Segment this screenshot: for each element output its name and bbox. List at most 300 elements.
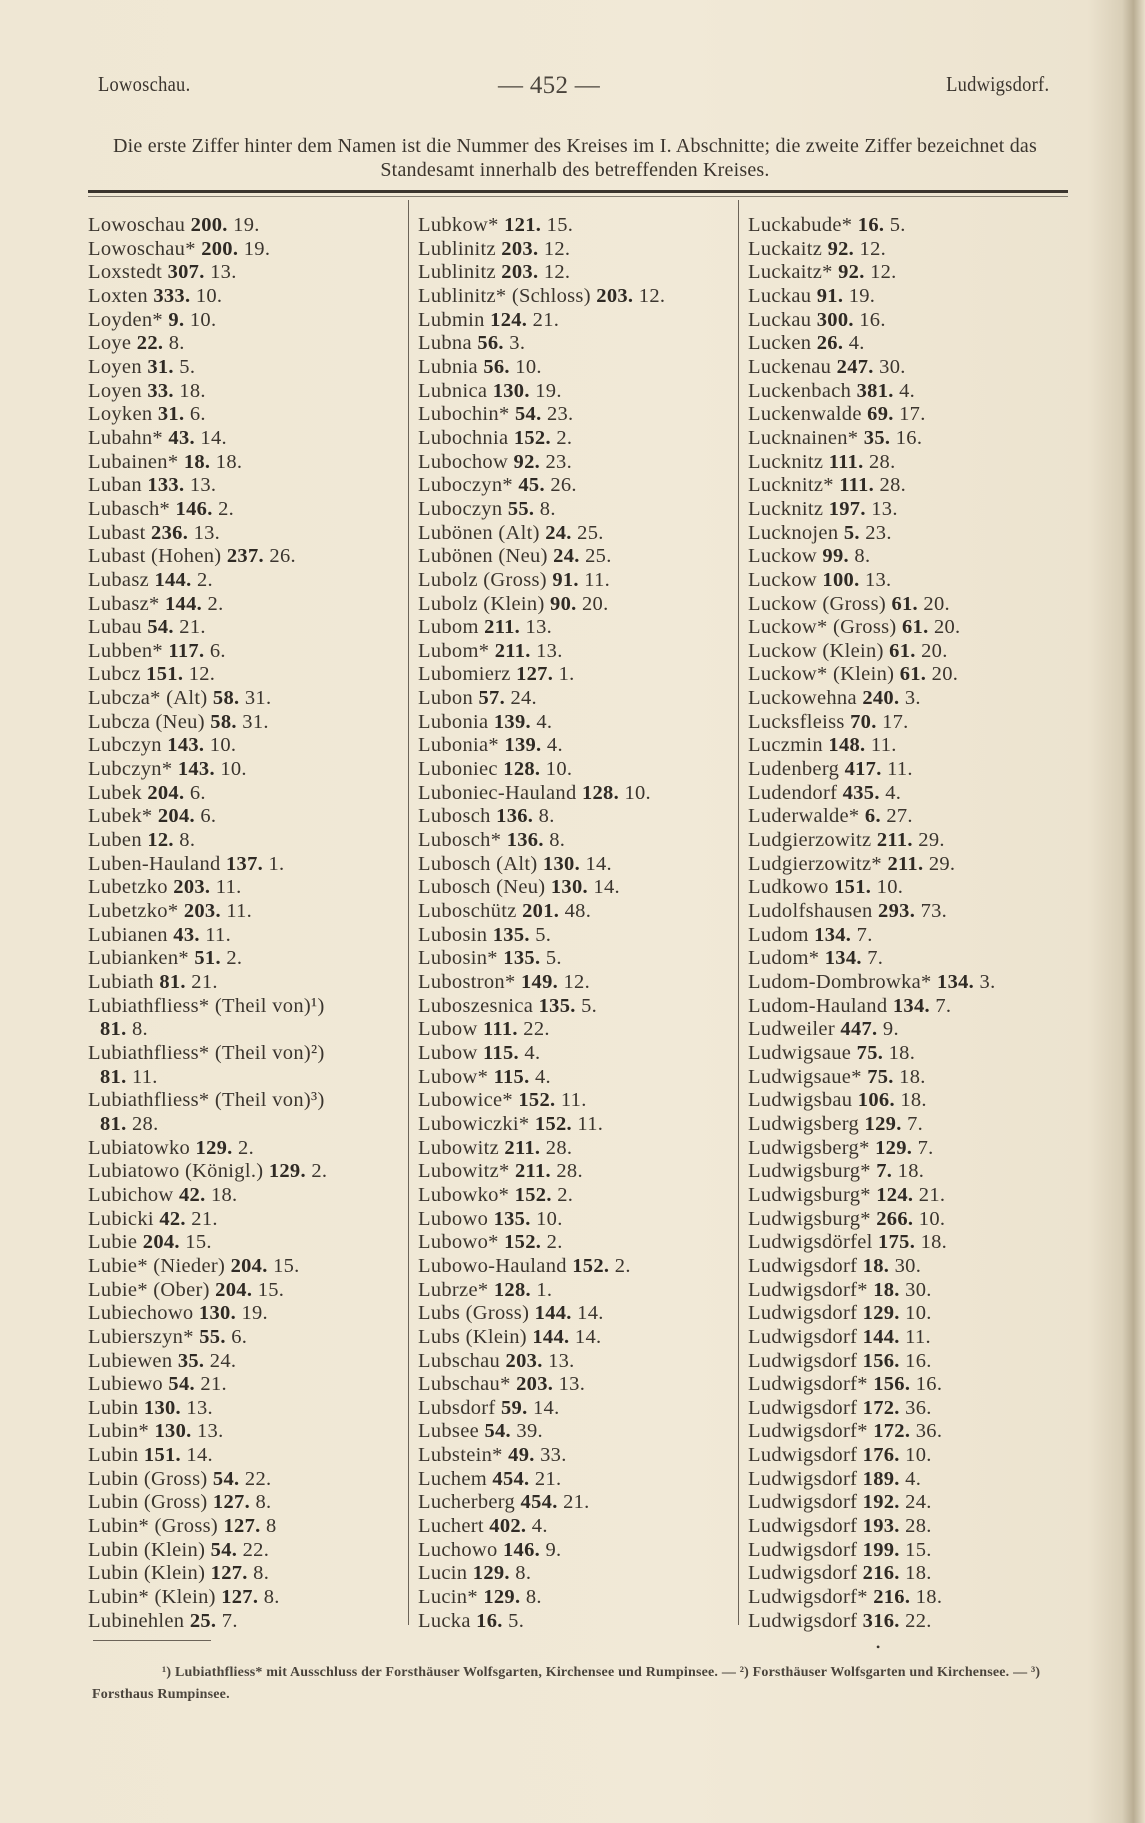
registry-office-number: 25. [585, 545, 612, 568]
registry-office-number: 8. [253, 1562, 270, 1585]
registry-office-number: 21. [534, 1467, 562, 1490]
registry-office-number: 29. [918, 829, 945, 852]
index-entry [748, 1042, 1068, 1066]
place-name: Lubowo-Hauland [418, 1254, 567, 1277]
district-number: 91. [552, 568, 579, 591]
district-number: 111. [828, 450, 864, 473]
registry-office-number: 30. [905, 1278, 932, 1301]
index-entry [748, 616, 1068, 640]
place-name: Lubianken* [88, 947, 189, 970]
place-name: Lubnia [418, 355, 478, 378]
registry-office-number: 22. [242, 1538, 270, 1561]
index-entry [418, 1160, 738, 1184]
index-entry [748, 380, 1068, 404]
registry-office-number: 14. [585, 852, 612, 875]
index-entry [748, 640, 1068, 664]
district-number: 130. [542, 852, 580, 875]
place-name: Lubowitz* [418, 1160, 510, 1183]
place-name: Loyken [88, 403, 153, 426]
index-entry [418, 1350, 738, 1374]
registry-office-number: 11. [887, 758, 913, 781]
registry-office-number: 21. [200, 1373, 227, 1396]
registry-office-number: 13. [196, 1420, 224, 1443]
place-name: Luboczyn [418, 497, 503, 520]
district-number: 204. [142, 1231, 180, 1254]
place-name: Ludom* [748, 947, 820, 970]
place-name: Lubostron* [418, 971, 516, 993]
place-name: Lubinehlen [88, 1609, 185, 1632]
index-column-3 [748, 214, 1068, 1633]
district-number: 124. [876, 1183, 914, 1206]
district-number: 136. [496, 805, 534, 828]
place-name: Lubek [88, 781, 142, 804]
index-entry [748, 1208, 1068, 1232]
registry-office-number: 5. [535, 923, 552, 946]
place-name: Lubowo* [418, 1231, 499, 1254]
place-name: Lubin* (Klein) [88, 1586, 216, 1609]
district-number: 12. [147, 829, 174, 852]
index-entry [418, 1420, 738, 1444]
district-number: 7. [876, 1160, 893, 1183]
registry-office-number: 19. [233, 214, 260, 236]
registry-office-number: 12. [870, 261, 897, 284]
district-number: 316. [862, 1609, 900, 1632]
registry-office-number: 22. [244, 1467, 272, 1490]
index-entry [88, 853, 408, 877]
place-name: Lubcza (Neu) [88, 710, 205, 733]
index-entry [88, 427, 408, 451]
district-number: 454. [520, 1491, 558, 1514]
index-entry [418, 1562, 738, 1586]
index-entry [748, 1160, 1068, 1184]
place-name: Ludwigsdorf [748, 1396, 858, 1419]
district-number: 24. [553, 545, 580, 568]
place-name: Lublinitz [418, 237, 496, 260]
place-name: Lubosch* [418, 829, 502, 852]
index-entry [748, 1184, 1068, 1208]
registry-office-number: 33. [540, 1444, 567, 1467]
registry-office-number: 11. [577, 1112, 604, 1135]
district-number: 204. [157, 805, 195, 828]
district-number: 75. [856, 1041, 884, 1064]
district-number: 5. [843, 521, 860, 544]
district-number: 156. [873, 1373, 911, 1396]
index-entry [88, 995, 400, 1042]
registry-office-number: 6. [231, 1325, 248, 1348]
index-entry [88, 616, 408, 640]
registry-office-number: 19. [243, 237, 271, 260]
district-number: 58. [210, 710, 237, 733]
registry-office-number: 24. [209, 1349, 237, 1372]
registry-office-number: 31. [244, 687, 272, 710]
registry-office-number: 5. [889, 214, 906, 236]
registry-office-number: 7. [935, 994, 952, 1017]
district-number: 16. [857, 214, 885, 236]
index-entry [748, 403, 1068, 427]
district-number: 127. [516, 663, 554, 686]
registry-office-number: 14. [593, 876, 620, 899]
place-name: Lubek* [88, 805, 153, 828]
district-number: 75. [867, 1065, 894, 1088]
registry-office-number: 2. [614, 1254, 631, 1277]
district-number: 203. [173, 876, 211, 899]
place-name: Lubosch [418, 805, 491, 828]
index-entry [418, 545, 738, 569]
registry-office-number: 31. [242, 710, 269, 733]
district-number: 293. [878, 900, 916, 923]
place-name: Lubolz (Klein) [418, 592, 545, 615]
registry-office-number: 8. [854, 545, 871, 568]
registry-office-number: 7. [907, 1112, 924, 1135]
district-number: 152. [534, 1112, 572, 1135]
place-name: Ludwigsdorf [748, 1254, 858, 1277]
place-name: Lubowo [418, 1207, 489, 1230]
registry-office-number: 13. [548, 1349, 575, 1372]
place-name: Ludwigsburg* [748, 1160, 871, 1183]
place-name: Loyen [88, 355, 142, 378]
district-number: 129. [862, 1302, 900, 1325]
place-name: Lubow [418, 1041, 478, 1064]
place-name: Luckow (Gross) [748, 592, 886, 615]
place-name: Lubowko* [418, 1183, 510, 1206]
place-name: Ludweiler [748, 1018, 835, 1041]
place-name: Lubin (Klein) [88, 1538, 206, 1561]
index-entry [418, 663, 738, 687]
registry-office-number: 15. [185, 1231, 212, 1254]
index-entry [88, 687, 408, 711]
district-number: 203. [505, 1349, 543, 1372]
registry-office-number: 24. [510, 687, 537, 710]
district-number: 92. [513, 450, 541, 473]
registry-office-number: 2. [196, 568, 213, 591]
registry-office-number: 11. [870, 734, 897, 757]
index-entry [418, 1113, 738, 1137]
index-entry [748, 427, 1068, 451]
place-name: Lubin (Klein) [88, 1562, 206, 1585]
place-name: Loyden* [88, 308, 163, 331]
index-entry [748, 498, 1068, 522]
registry-office-number: 7. [221, 1609, 238, 1632]
place-name: Lubrze* [418, 1278, 489, 1301]
district-number: 51. [194, 947, 221, 970]
district-number: 31. [147, 355, 174, 378]
registry-office-number: 8. [131, 1018, 148, 1041]
place-name: Ludwigsburg* [748, 1183, 871, 1206]
registry-office-number: 4. [885, 781, 902, 804]
place-name: Luben-Hauland [88, 852, 221, 875]
index-entry [88, 900, 408, 924]
district-number: 148. [828, 734, 866, 757]
index-entry [418, 1018, 738, 1042]
registry-office-number: 6. [209, 639, 226, 662]
index-entry [88, 1042, 400, 1089]
registry-office-number: 10. [918, 1207, 946, 1230]
place-name: Lubahn* [88, 426, 163, 449]
registry-office-number: 19. [848, 284, 876, 307]
place-name: Luboniec-Hauland [418, 781, 577, 804]
district-number: 70. [850, 710, 877, 733]
registry-office-number: 25. [577, 521, 604, 544]
place-name: Lubczyn* [88, 758, 173, 781]
index-entry [748, 924, 1068, 948]
registry-office-number: 16. [859, 308, 886, 331]
registry-office-number: 13. [189, 474, 217, 497]
place-name: Lucknojen [748, 521, 839, 544]
place-name: Ludwigsdörfel [748, 1231, 873, 1254]
index-entry [748, 309, 1068, 333]
district-number: 146. [175, 497, 213, 520]
place-name: Lubin [88, 1444, 139, 1467]
index-entry [418, 1326, 738, 1350]
district-number: 203. [516, 1373, 554, 1396]
index-entry [88, 498, 408, 522]
district-number: 152. [504, 1231, 542, 1254]
registry-office-number: 8. [263, 1586, 280, 1609]
district-number: 61. [891, 592, 918, 615]
district-number: 134. [824, 947, 862, 970]
index-entry [418, 1137, 738, 1161]
index-entry [418, 522, 738, 546]
index-entry [418, 1586, 738, 1610]
place-name: Luckowehna [748, 687, 857, 710]
index-entry [748, 711, 1068, 735]
index-entry [748, 947, 1068, 971]
index-entry [88, 1586, 408, 1610]
registry-office-number: 4. [899, 379, 916, 402]
place-name: Lubs (Gross) [418, 1302, 530, 1325]
index-entry [88, 1231, 408, 1255]
district-number: 447. [840, 1018, 878, 1041]
district-number: 192. [862, 1491, 900, 1514]
district-number: 139. [504, 734, 542, 757]
index-entry [88, 947, 408, 971]
district-number: 81. [100, 1112, 127, 1135]
district-number: 35. [177, 1349, 205, 1372]
index-entry [88, 711, 408, 735]
district-number: 240. [862, 687, 900, 710]
registry-office-number: 10. [195, 284, 223, 307]
place-name: Luban [88, 474, 142, 497]
index-entry [418, 569, 738, 593]
index-entry [418, 332, 738, 356]
district-number: 127. [210, 1562, 248, 1585]
district-number: 81. [159, 971, 186, 993]
index-entry [418, 1089, 738, 1113]
district-number: 129. [268, 1160, 306, 1183]
registry-office-number: 10. [515, 355, 542, 378]
index-entry [748, 332, 1068, 356]
index-entry [748, 876, 1068, 900]
registry-office-number: 36. [905, 1396, 932, 1419]
index-entry [418, 1302, 738, 1326]
place-name: Loyen [88, 379, 142, 402]
place-name: Lubon [418, 687, 474, 710]
district-number: 121. [504, 214, 542, 236]
registry-office-number: 5. [508, 1609, 525, 1632]
index-entry [418, 853, 738, 877]
place-name: Lubin (Gross) [88, 1467, 208, 1490]
district-number: 129. [195, 1136, 233, 1159]
registry-office-number: 18. [897, 1160, 925, 1183]
district-number: 128. [503, 758, 541, 781]
index-entry [418, 427, 738, 451]
place-name: Lucin [418, 1562, 468, 1585]
index-entry [418, 1397, 738, 1421]
registry-office-number: 13. [186, 1396, 213, 1419]
registry-office-number: 14. [577, 1302, 604, 1325]
registry-office-number: 6. [200, 805, 217, 828]
registry-office-number: 18. [920, 1231, 948, 1254]
place-name: Lubolz (Gross) [418, 568, 547, 591]
registry-office-number: 8. [539, 497, 556, 520]
district-number: 57. [478, 687, 505, 710]
district-number: 49. [508, 1444, 535, 1467]
index-entry [418, 1231, 738, 1255]
place-name: Lubiewen [88, 1349, 173, 1372]
index-entry [418, 380, 738, 404]
district-number: 236. [151, 521, 189, 544]
place-name: Lowoschau [88, 214, 186, 236]
registry-office-number: 17. [899, 403, 926, 426]
place-name: Luckow [748, 568, 817, 591]
registry-office-number: 1. [558, 663, 575, 686]
district-number: 100. [822, 568, 860, 591]
registry-office-number: 19. [241, 1302, 268, 1325]
header-rule-thin [88, 196, 1068, 197]
index-entry [418, 829, 738, 853]
place-name: Ludom-Dombrowka* [748, 971, 932, 993]
district-number: 91. [816, 284, 844, 307]
index-entry [748, 663, 1068, 687]
place-name: Lubomierz [418, 663, 511, 686]
index-entry [748, 829, 1068, 853]
registry-office-number: 16. [895, 426, 923, 449]
district-number: 81. [100, 1065, 127, 1088]
index-entry [748, 1113, 1068, 1137]
place-name: Ludwigsburg* [748, 1207, 871, 1230]
place-name: Lubiath [88, 971, 154, 993]
registry-office-number: 13. [193, 521, 221, 544]
index-entry [88, 1610, 408, 1634]
registry-office-number: 11. [205, 923, 231, 946]
place-name: Lucken [748, 332, 812, 355]
place-name: Lubosin* [418, 947, 498, 970]
place-name: Lubin (Gross) [88, 1491, 208, 1514]
place-name: Lubna [418, 332, 472, 355]
district-number: 203. [596, 284, 634, 307]
place-name: Lubast (Hohen) [88, 545, 222, 568]
index-entry [88, 238, 408, 262]
district-number: 146. [502, 1538, 541, 1561]
registry-office-number: 5. [179, 355, 196, 378]
district-number: 124. [490, 308, 528, 331]
place-name: Ludkowo [748, 876, 829, 899]
index-entry [748, 451, 1068, 475]
district-number: 417. [844, 758, 882, 781]
place-name: Luboschütz [418, 900, 517, 923]
index-entry [418, 1042, 738, 1066]
place-name: Ludgierzowitz [748, 829, 872, 852]
registry-office-number: 29. [928, 852, 956, 875]
place-name: Ludwigsdorf [748, 1302, 858, 1325]
registry-office-number: 15. [905, 1538, 932, 1561]
district-number: 130. [143, 1396, 181, 1419]
registry-office-number: 4. [534, 1065, 551, 1088]
district-number: 54. [514, 403, 542, 426]
index-entry [418, 1279, 738, 1303]
place-name: Lubowice* [418, 1089, 513, 1112]
registry-office-number: 1. [536, 1278, 553, 1301]
place-name: Lucknitz* [748, 474, 834, 497]
district-number: 92. [838, 261, 865, 284]
index-entry [748, 522, 1068, 546]
place-name: Lubönen (Alt) [418, 521, 540, 544]
index-entry [748, 1539, 1068, 1563]
registry-office-number: 26. [550, 474, 577, 497]
index-column-2 [418, 214, 738, 1633]
index-entry [748, 1137, 1068, 1161]
index-entry [88, 734, 408, 758]
district-number: 203. [501, 237, 539, 260]
index-entry [88, 451, 408, 475]
registry-office-number: 6. [189, 403, 206, 426]
registry-office-number: 7. [856, 923, 873, 946]
index-entry [88, 758, 408, 782]
index-entry [418, 1539, 738, 1563]
place-name: Lubow [418, 1018, 478, 1041]
running-head-first-entry: Lowoschau. [98, 72, 191, 96]
registry-office-number: 14. [532, 1396, 560, 1419]
column-divider [408, 200, 409, 1625]
district-number: 175. [878, 1231, 916, 1254]
registry-office-number: 2. [546, 1231, 563, 1254]
index-entry [418, 640, 738, 664]
index-entry [418, 285, 738, 309]
registry-office-number: 8. [515, 1562, 532, 1585]
place-name: Luckaitz* [748, 261, 833, 284]
district-number: 117. [168, 639, 205, 662]
place-name: Ludwigsdorf [748, 1515, 858, 1538]
registry-office-number: 23. [865, 521, 892, 544]
index-column-1 [88, 214, 408, 1633]
index-entry [418, 758, 738, 782]
district-number: 59. [501, 1396, 528, 1419]
district-number: 115. [493, 1065, 530, 1088]
place-name: Ludwigsdorf* [748, 1586, 868, 1609]
place-name: Lubom [418, 616, 479, 639]
place-name: Lubochow [418, 450, 509, 473]
registry-office-number: 4. [848, 332, 865, 355]
place-name: Ludwigsdorf [748, 1538, 858, 1561]
place-name: Ludwigsdorf* [748, 1278, 868, 1301]
district-number: 129. [864, 1112, 902, 1135]
registry-office-number: 12. [859, 237, 887, 260]
district-number: 266. [876, 1207, 914, 1230]
district-number: 139. [493, 710, 531, 733]
index-entry [88, 474, 408, 498]
place-name: Lucksfleiss [748, 710, 845, 733]
district-number: 130. [492, 379, 530, 402]
registry-office-number: 10. [624, 781, 651, 804]
district-number: 43. [168, 426, 195, 449]
registry-office-number: 18. [210, 1183, 238, 1206]
district-number: 90. [550, 592, 577, 615]
district-number: 211. [494, 639, 531, 662]
district-number: 211. [484, 616, 521, 639]
district-number: 200. [190, 214, 228, 236]
registry-office-number: 13. [536, 639, 563, 662]
index-entry [88, 309, 408, 333]
